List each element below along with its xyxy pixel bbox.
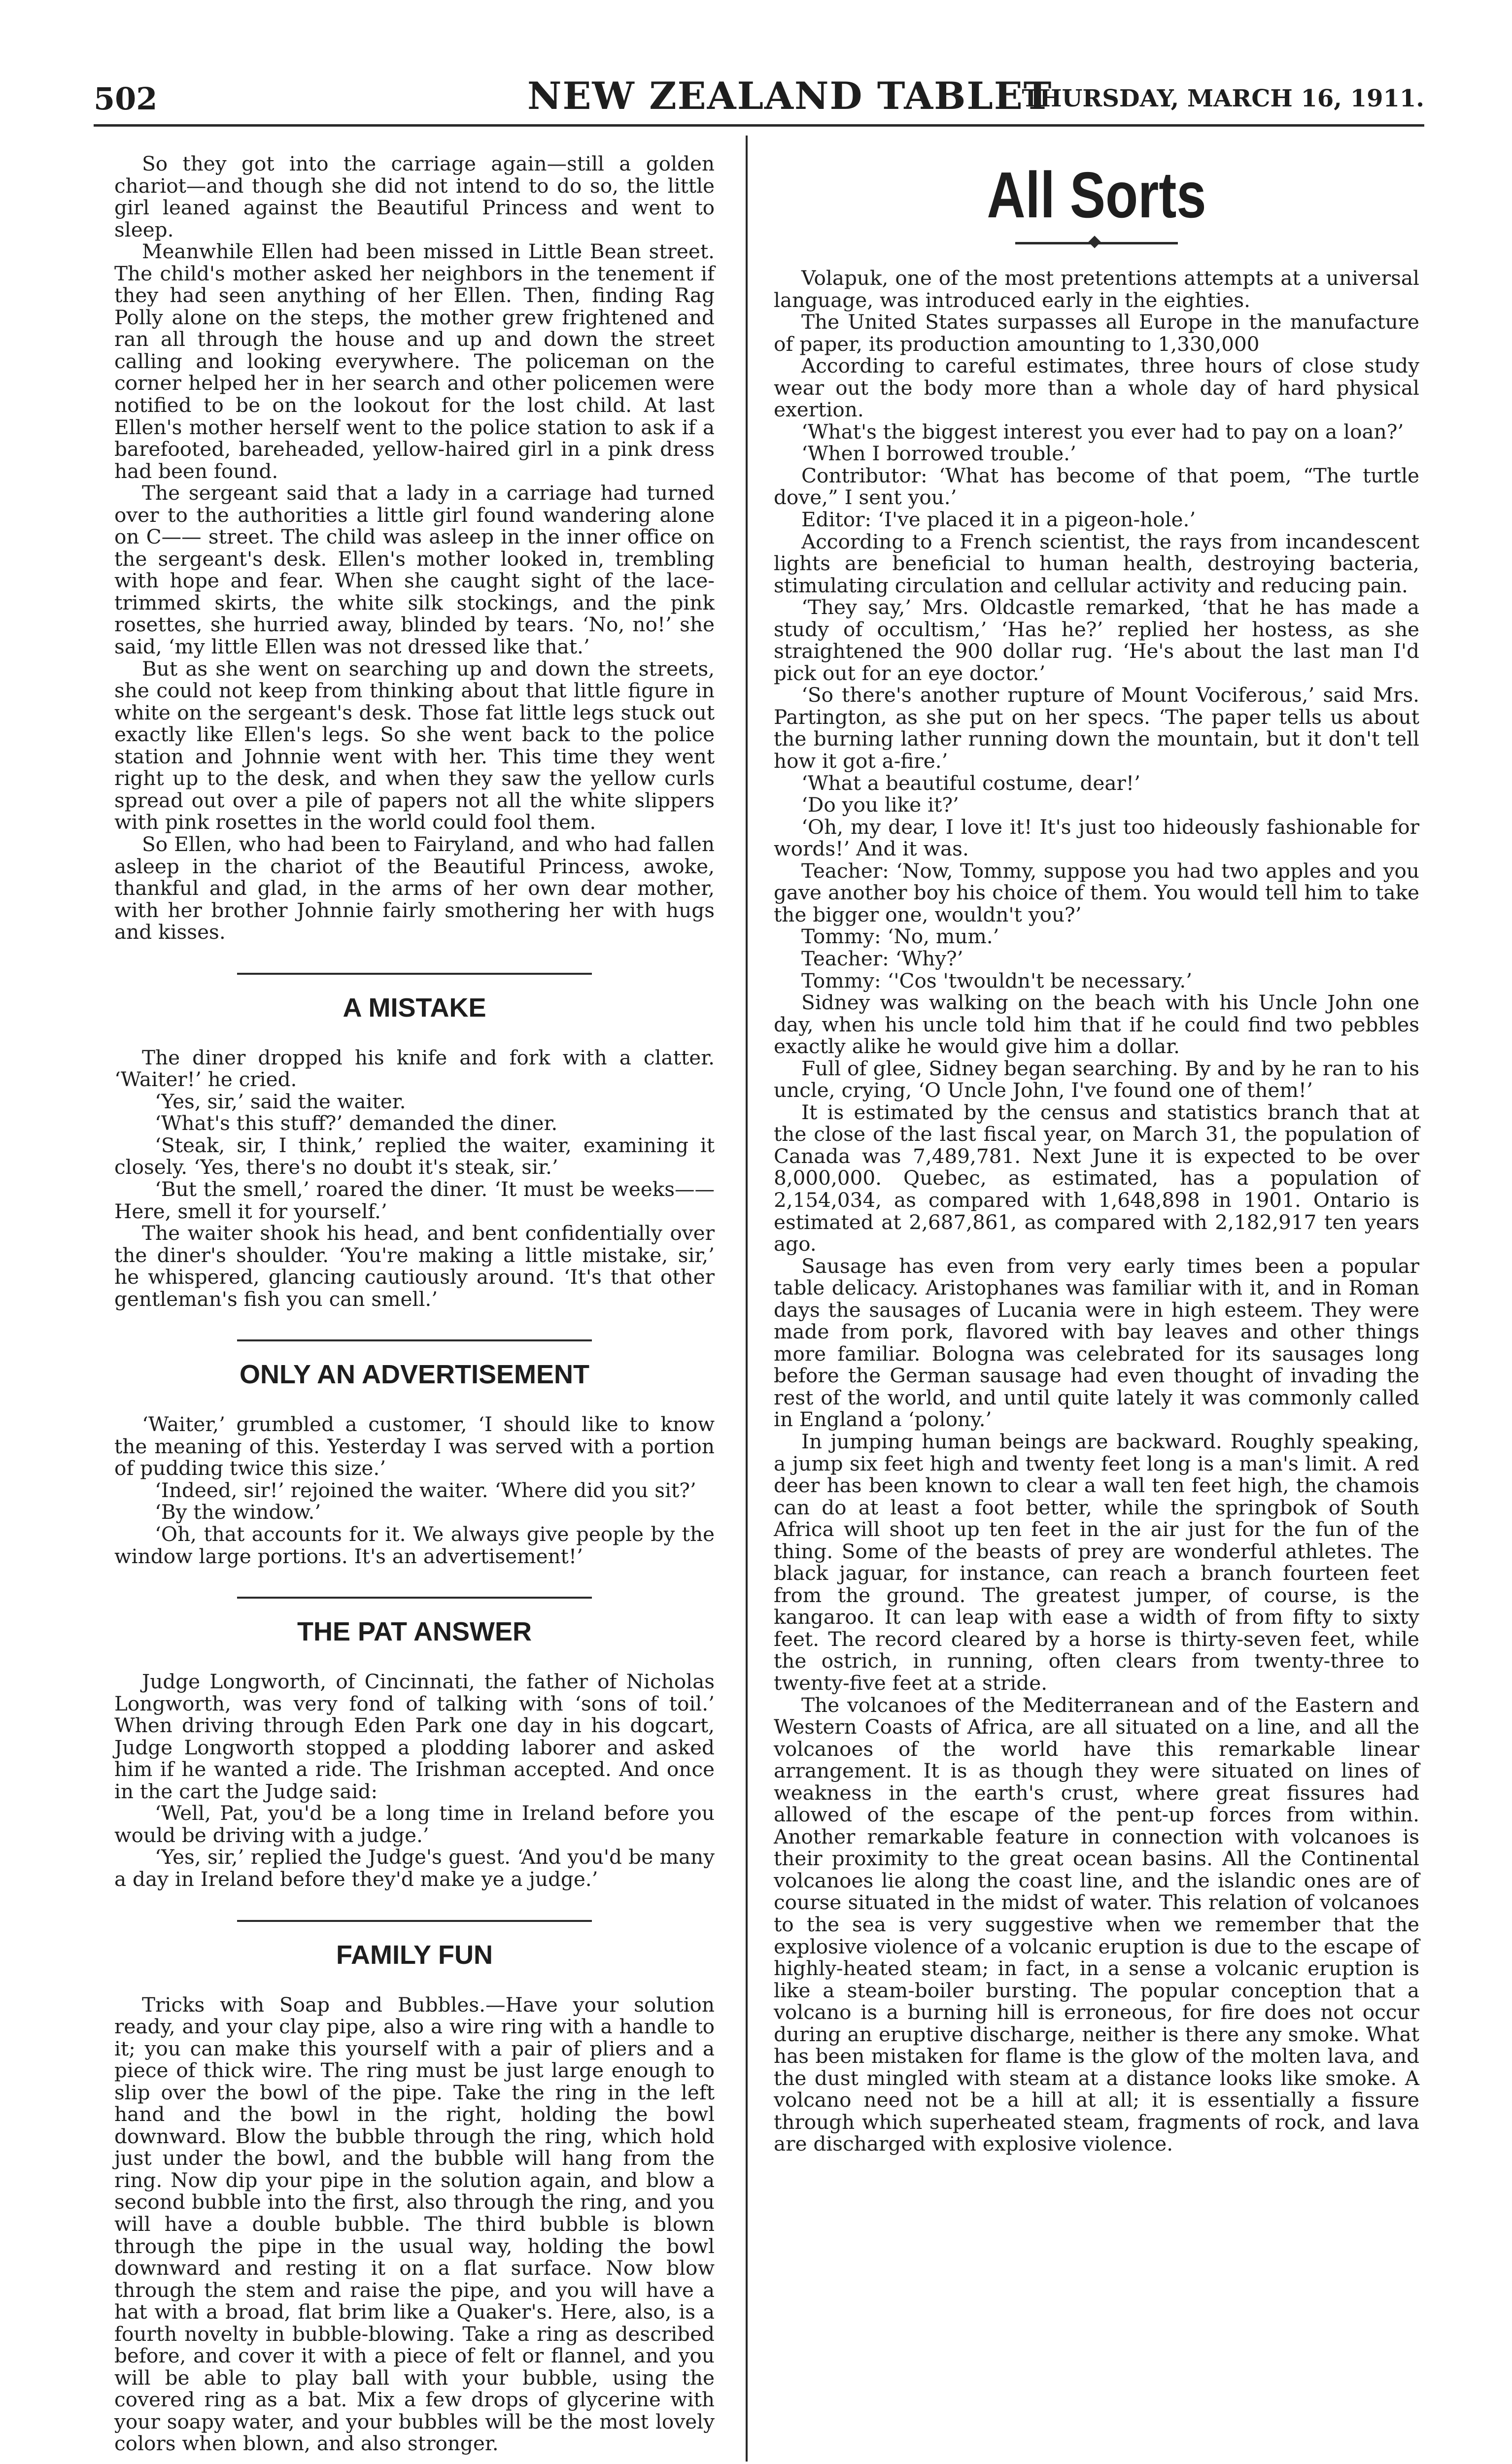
all-sorts-items: [774, 267, 1419, 2155]
paragraph: ‘Well, Pat, you'd be a long time in Ireland before you would be driving with a judge.’: [114, 1801, 715, 1847]
paragraph: ‘What's this stuff?’ demanded the diner.: [155, 1111, 558, 1135]
paragraph: The volcanoes of the Mediterranean and of the Eastern and Western Coasts of Africa, are all situated on a line, and all the volcanoes of the world have this remarkable linear arrangement. It is as though they were situated on lines of weakness in the earth's crust, where great fissures had allowed of the escape of the pent-up forces from within. Another remarkable feature in connection with volcanoes is their proximity to the great ocean basins. All the Continental volcanoes lie along the coast line, and the islandic ones are of course situated in the midst of water. This relation of volcanoes to the sea is very suggestive when we remember that the explosive violence of a volcanic eruption is due to the escape of highly-heated steam; in fact, in a sense a volcanic eruption is like a steam-boiler bursting. The popular conception that a volcano is a burning hill is erroneous, for fire does not occur during an eruptive discharge, neither is there any smoke. What has been mistaken for flame is the glow of the molten lava, and the dust mingled with steam at a distance looks like smoke. A volcano need not be a hill at all; it is essentially a fissure through which superheated steam, fragments of rock, and lava are discharged with explosive violence.: [774, 1693, 1419, 2156]
paragraph: ‘Yes, sir,’ said the waiter.: [155, 1089, 406, 1113]
column-divider: [746, 136, 748, 2462]
paragraph: Sidney was walking on the beach with his Uncle John one day, when his uncle told him that if he could find two pebbles exactly alike he would give him a dollar.: [774, 991, 1419, 1059]
paragraph: According to a French scientist, the rays from incandescent lights are beneficial to human health, destroying bacteria, stimulating circulation and cellular activity and reducing pain.: [774, 529, 1419, 597]
header-rule: [94, 124, 1424, 127]
paragraph: ‘Oh, my dear, I love it! It's just too hideously fashionable for words!’ And it was.: [774, 815, 1419, 861]
paragraph: ‘They say,’ Mrs. Oldcastle remarked, ‘that he has made a study of occultism,’ ‘Has he?’ replied her hostess, as she straightened the 900 dollar rug. ‘He's about the last man I'd pick out for an eye doctor.’: [774, 595, 1419, 685]
paragraph: Volapuk, one of the most pretentions attempts at a universal language, was introduced early in the eighties.: [774, 266, 1419, 312]
paragraph: Teacher: ‘Now, Tommy, suppose you had two apples and you gave another boy his choice of them. You would tell him to take the bigger one, wouldn't you?’: [774, 858, 1419, 926]
section-heading-mistake: A MISTAKE: [237, 973, 592, 1023]
section-family-fun: [114, 1994, 715, 2455]
page-header: [94, 74, 1424, 123]
paragraph: ‘Do you like it?’: [801, 793, 959, 817]
section-heading-family-fun: FAMILY FUN: [237, 1920, 592, 1970]
section-pat-answer: [114, 1671, 715, 1890]
dateline: THURSDAY, MARCH 16, 1911.: [1022, 85, 1424, 112]
paragraph: ‘Indeed, sir!’ rejoined the waiter. ‘Where did you sit?’: [155, 1478, 696, 1502]
paragraph: So Ellen, who had been to Fairyland, and who had fallen asleep in the chariot of the Beautiful Princess, awoke, thankful and glad, in the arms of her own dear mother, with her brother Johnnie fairly smothering her with hugs and kisses.: [114, 832, 715, 944]
paragraph: ‘Waiter,’ grumbled a customer, ‘I should like to know the meaning of this. Yesterday I was served with a portion of pudding twice this size.’: [114, 1412, 715, 1480]
story-continuation: [114, 153, 715, 943]
paragraph: Tricks with Soap and Bubbles.—Have your solution ready, and your clay pipe, also a wire ring with a handle to it; you can make this yourself with a pair of pliers and a piece of thick wire. The ring must be just large enough to slip over the bowl of the pipe. Take the ring in the left hand and the bowl in the right, holding the bowl downward. Blow the bubble through the ring, which hold just under the bowl, and the bubble will hang from the ring. Now dip your pipe in the solution again, and blow a second bubble into the first, also through the ring, and you will have a double bubble. The third bubble is blown through the pipe in the usual way, holding the bowl downward and resting it on a flat surface. Now blow through the stem and raise the pipe, and you will have a hat with a broad, flat brim like a Quaker's. Here, also, is a fourth novelty in bubble-blowing. Take a ring as described before, and cover it with a piece of felt or flannel, and you will be able to play ball with your bubble, using the covered ring as a bat. Mix a few drops of glycerine with your soapy water, and your bubbles will be the most lovely colors when blown, and also stronger.: [114, 1992, 715, 2456]
paragraph: ‘By the window.’: [155, 1500, 321, 1524]
paragraph: Judge Longworth, of Cincinnati, the father of Nicholas Longworth, was very fond of talking with ‘sons of toil.’ When driving through Eden Park one day in his dogcart, Judge Longworth stopped a plodding laborer and asked him if he wanted a ride. The Irishman accepted. And once in the cart the Judge said:: [114, 1670, 715, 1803]
paragraph: Teacher: ‘Why?’: [801, 946, 963, 970]
ornamental-rule: [1015, 242, 1178, 244]
paragraph: The sergeant said that a lady in a carriage had turned over to the authorities a little girl found wandering alone on C—— street. The child was asleep in the inner office on the sergeant's desk. Ellen's mother looked in, trembling with hope and fear. When she caught sight of the lace-trimmed skirts, the white silk stockings, and the pink rosettes, she hurried away, blinded by tears. ‘No, no!’ she said, ‘my little Ellen was not dressed like that.’: [114, 481, 715, 659]
paragraph: The United States surpasses all Europe in the manufacture of paper, its production amounting to 1,330,000: [774, 310, 1419, 356]
paragraph: Sausage has even from very early times been a popular table delicacy. Aristophanes was familiar with it, and in Roman days the sausages of Lucania were in high esteem. They were made from pork, flavored with bay leaves and other things more familiar. Bologna was celebrated for its sausages long before the German sausage had even thought of invading the rest of the world, and until quite lately it was commonly called in England a ‘polony.’: [774, 1254, 1419, 1432]
section-advertisement: [114, 1413, 715, 1567]
paragraph: Tommy: ‘'Cos 'twouldn't be necessary.’: [801, 968, 1193, 992]
paragraph: The waiter shook his head, and bent confidentially over the diner's shoulder. ‘You're making a little mistake, sir,’ he whispered, glancing cautiously around. ‘It's that other gentleman's fish you can smell.’: [114, 1221, 715, 1311]
paragraph: ‘Steak, sir, I think,’ replied the waiter, examining it closely. ‘Yes, there's no doubt it's steak, sir.’: [114, 1133, 715, 1179]
right-column: [774, 153, 1419, 2155]
masthead: NEW ZEALAND TABLET: [527, 74, 1053, 118]
paragraph: Full of glee, Sidney began searching. By and by he ran to his uncle, crying, ‘O Uncle John, I've found one of them!’: [774, 1056, 1419, 1102]
paragraph: ‘What's the biggest interest you ever had to pay on a loan?’: [801, 419, 1404, 444]
paragraph: ‘Oh, that accounts for it. We always give people by the window large portions. It's an advertisement!’: [114, 1522, 715, 1568]
paragraph: So they got into the carriage again—still a golden chariot—and though she did not intend to do so, the little girl leaned against the Beautiful Princess and went to sleep.: [114, 152, 715, 241]
paragraph: It is estimated by the census and statistics branch that at the close of the last fiscal year, on March 31, the population of Canada was 7,489,781. Next June it is expected to be over 8,000,000. Quebec, as estimated, has a population of 2,154,034, as compared with 1,648,898 in 1901. Ontario is estimated at 2,687,861, as compared with 2,182,917 ten years ago.: [774, 1100, 1419, 1256]
paragraph: ‘So there's another rupture of Mount Vociferous,’ said Mrs. Partington, as she put on her specs. ‘The paper tells us about the burning lather running down the mountain, but it don't tell how it got a-fire.’: [774, 683, 1419, 773]
paragraph: Tommy: ‘No, mum.’: [801, 924, 999, 949]
section-heading-advertisement: ONLY AN ADVERTISEMENT: [237, 1339, 592, 1390]
page-number: 502: [94, 81, 158, 117]
paragraph: The diner dropped his knife and fork with a clatter. ‘Waiter!’ he cried.: [114, 1045, 715, 1092]
section-mistake: [114, 1047, 715, 1310]
paragraph: ‘When I borrowed trouble.’: [801, 442, 1076, 466]
all-sorts-title: All Sorts: [987, 159, 1206, 231]
paragraph: Editor: ‘I've placed it in a pigeon-hole.’: [801, 508, 1196, 532]
paragraph: In jumping human beings are backward. Roughly speaking, a jump six feet high and twenty feet long is a man's limit. A red deer has been known to clear a wall ten feet high, the chamois can do at least a foot better, while the springbok of South Africa will shoot up ten feet in the air just for the fun of the thing. Some of the beasts of prey are wonderful athletes. The black jaguar, for instance, can reach a branch fourteen feet from the ground. The greatest jumper, of course, is the kangaroo. It can leap with ease a width of from fifty to sixty feet. The record cleared by a horse is thirty-seven feet, while the ostrich, in running, often clears from twenty-three to twenty-five feet at a stride.: [774, 1429, 1419, 1695]
paragraph: Meanwhile Ellen had been missed in Little Bean street. The child's mother asked her neighbors in the tenement if they had seen anything of her Ellen. Then, finding Rag Polly alone on the steps, the mother grew frightened and ran all through the house and up and down the street calling and looking everywhere. The policeman on the corner helped her in her search and other policemen were notified to be on the lookout for the lost child. At last Ellen's mother herself went to the police station to ask if a barefooted, bareheaded, yellow-haired girl in a pink dress had been found.: [114, 240, 715, 483]
section-heading-pat-answer: THE PAT ANSWER: [237, 1597, 592, 1647]
paragraph: But as she went on searching up and down the streets, she could not keep from thinking about that little figure in white on the sergeant's desk. Those fat little legs stuck out exactly like Ellen's legs. So she went back to the police station and Johnnie went with her. This time they went right up to the desk, and when they saw the yellow curls spread out over a pile of papers not all the white slippers with pink rosettes in the world could fool them.: [114, 656, 715, 834]
paragraph: ‘But the smell,’ roared the diner. ‘It must be weeks—— Here, smell it for yourself.’: [114, 1177, 715, 1223]
paragraph: ‘Yes, sir,’ replied the Judge's guest. ‘And you'd be many a day in Ireland before they'd make ye a judge.’: [114, 1845, 715, 1891]
paragraph: Contributor: ‘What has become of that poem, “The turtle dove,” I sent you.’: [774, 463, 1419, 510]
left-column: [114, 153, 715, 2455]
paragraph: According to careful estimates, three hours of close study wear out the body more than a whole day of hard physical exertion.: [774, 354, 1419, 422]
paragraph: ‘What a beautiful costume, dear!’: [801, 771, 1141, 795]
